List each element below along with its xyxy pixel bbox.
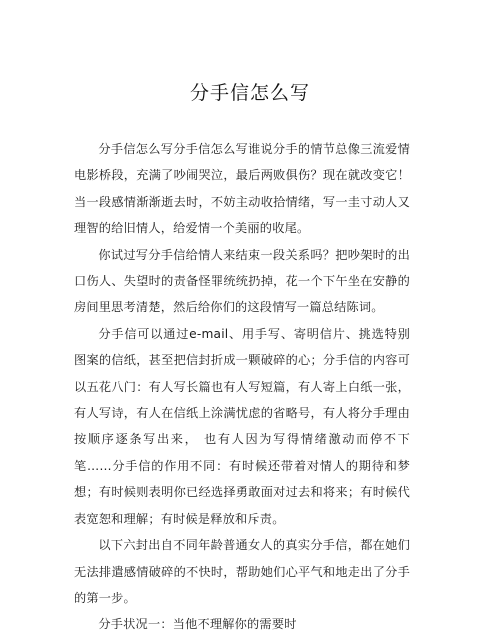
paragraph-5: 分手状况一：当他不理解你的需要时	[98, 617, 297, 632]
paragraph-1: 分手信怎么写分手信怎么写谁说分手的情节总像三流爱情电影桥段，充满了吵闹哭泣，最后两败俱伤？现在就改变它！当一段感情渐渐逝去时，不妨主动收拾情绪，写一圭寸动人又理智的给旧情人，给爱情一个美丽的收尾。	[74, 142, 410, 236]
paragraph-3: 分手信可以通过e-mail、用手写、寄明信片、挑选特别图案的信纸，甚至把信封折成一颗破碎的心；分手信的内容可以五花八门：有人写长篇也有人写短篇，有人寄上白纸一张，有人写诗，有人在信纸上涂满忧虑的省略号，有人将分手理由按顺序逐条写出来， 也有人因为写得情绪激动而停不下笔……分手信的作用不同：有时候还带着对情人的期待和梦想；有时候则表明你已经选择勇敢面对过去和将来；有时候代表宽恕和理解；有时候是释放和斥责。	[74, 326, 410, 526]
document-title: 分手信怎么写	[189, 82, 310, 104]
paragraph-2: 你试过写分手信给情人来结束一段关系吗？把吵架时的出口伤人、失望时的责备怪罪统统扔掉，花一个下午坐在安静的房间里思考清楚，然后给你们的这段情写一篇总结陈词。	[74, 247, 410, 315]
paragraph-4: 以下六封出自不同年龄普通女人的真实分手信，都在她们无法排遣感情破碎的不快时，帮助她们心平气和地走出了分手的第一步。	[74, 538, 410, 605]
article-body	[74, 136, 410, 638]
